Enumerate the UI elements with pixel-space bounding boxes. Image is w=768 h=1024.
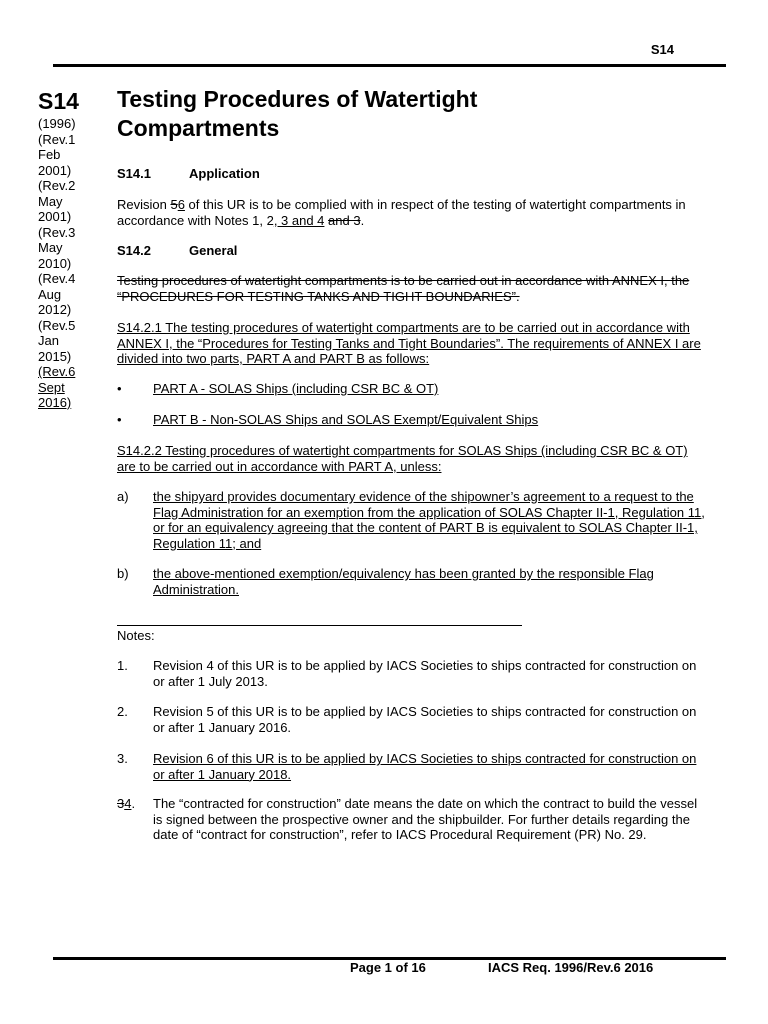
inserted-text: 4 [124,796,132,811]
header-code: S14 [650,42,674,57]
history-line: (Rev.2 [38,178,76,193]
history-line: 2015) [38,348,72,364]
inserted-text: 6 [177,197,185,212]
history-line: (Rev.6 [38,364,76,379]
history-line: May [38,193,63,209]
note-item [117,796,707,843]
note-label [117,796,135,812]
section-title: Application [189,166,260,181]
deleted-text: and 3 [328,212,361,228]
section-number: S14.1 [117,166,151,181]
sidebar-code: S14 [38,88,79,114]
note-item [117,658,707,689]
item-label: b) [117,566,129,581]
note-label: 3. [117,751,128,766]
note-text: Revision 4 of this UR is to be applied by IACS Societies to ships contracted for construction on or after 1 July 2013. [153,658,697,689]
history-line: 2010) [38,255,72,271]
section-heading-s14-2 [117,243,237,258]
deleted-text: 3 [117,796,125,811]
list-item [117,566,707,597]
list-item [117,381,707,397]
deleted-text: 5 [170,197,178,212]
header-rule [53,64,726,67]
section-heading-s14-1 [117,166,260,181]
text-run: of this UR is to be complied with in respect of the testing of watertight compartments in accordance with Notes 1, 2 [117,197,686,228]
item-label: a) [117,489,129,504]
title-line: Testing Procedures of Watertight [117,86,478,112]
history-line: Feb [38,147,61,162]
list-item-text: the shipyard provides documentary evidence of the shipowner’s agreement to a request to the Flag Administration for an exemption from the application of SOLAS Chapter II-1, Regulation 11, or for an equivalency agreeing that the content of PART B is equivalent to SOLAS Chapter II-1, Regulation 11; and [153,489,705,551]
title-line: Compartments [117,115,280,141]
note-label: 2. [117,704,128,719]
page-title [117,85,617,143]
paragraph-s14-2-2: S14.2.2 Testing procedures of watertight compartments for SOLAS Ships (including CSR BC & OT) are to be carried out in accordance with PART A, unless: [117,443,688,474]
revision-history [38,116,110,411]
history-line: (Rev.4 [38,271,76,286]
history-line: (Rev.3 [38,224,76,240]
list-item [117,489,707,551]
text-run: . [131,796,136,811]
note-item [117,704,707,735]
page-number: Page 1 of 16 [350,960,426,975]
list-item-text: PART A - SOLAS Ships (including CSR BC & OT) [153,381,439,396]
text-run: . [360,212,365,228]
history-line: (Rev.1 [38,131,76,147]
history-line: (1996) [38,116,76,131]
section-number: S14.2 [117,243,151,258]
history-line: (Rev.5 [38,317,76,333]
history-line: Aug [38,286,62,302]
application-paragraph [117,197,707,228]
note-label: 1. [117,658,128,673]
history-line: Sept [38,379,65,395]
paragraph-s14-2-1: S14.2.1 The testing procedures of watertight compartments are to be carried out in accordance with ANNEX I, the “Procedures for Testing Tanks and Tight Boundaries”. The requirements of ANNEX I are divided into two parts, PART A and PART B as follows: [117,320,701,366]
text-run: Revision [117,197,171,212]
history-line: 2001) [38,209,72,224]
history-line: May [38,240,63,255]
note-text: Revision 5 of this UR is to be applied by IACS Societies to ships contracted for construction on or after 1 January 2016. [153,704,697,735]
document-reference: IACS Req. 1996/Rev.6 2016 [488,960,654,975]
list-item [117,412,707,428]
inserted-text: , 3 and 4 [273,212,325,228]
deleted-paragraph: Testing procedures of watertight compartments is to be carried out in accordance with ANNEX I, the “PROCEDURES FOR TESTING TANKS AND TIGHT BOUNDARIES”. [117,273,690,304]
list-item-text: the above-mentioned exemption/equivalency has been granted by the responsible Flag Administration. [153,566,654,597]
bullet: • [117,381,122,396]
history-line: 2001) [38,162,72,178]
history-line: Jan [38,333,59,348]
note-text: Revision 6 of this UR is to be applied by IACS Societies to ships contracted for construction on or after 1 January 2018. [153,751,697,782]
notes-heading: Notes: [117,628,155,643]
bullet: • [117,412,122,427]
history-line: 2012) [38,302,72,317]
note-text: The “contracted for construction” date means the date on which the contract to build the vessel is signed between the prospective owner and the shipbuilder. For further details regarding the date of “contract for construction”, refer to IACS Procedural Requirement (PR) No. 29. [153,796,698,842]
notes-divider [117,625,522,626]
note-item [117,751,707,782]
list-item-text: PART B - Non-SOLAS Ships and SOLAS Exempt/Equivalent Ships [153,412,539,427]
section-title: General [189,243,238,258]
history-line: 2016) [38,395,72,410]
